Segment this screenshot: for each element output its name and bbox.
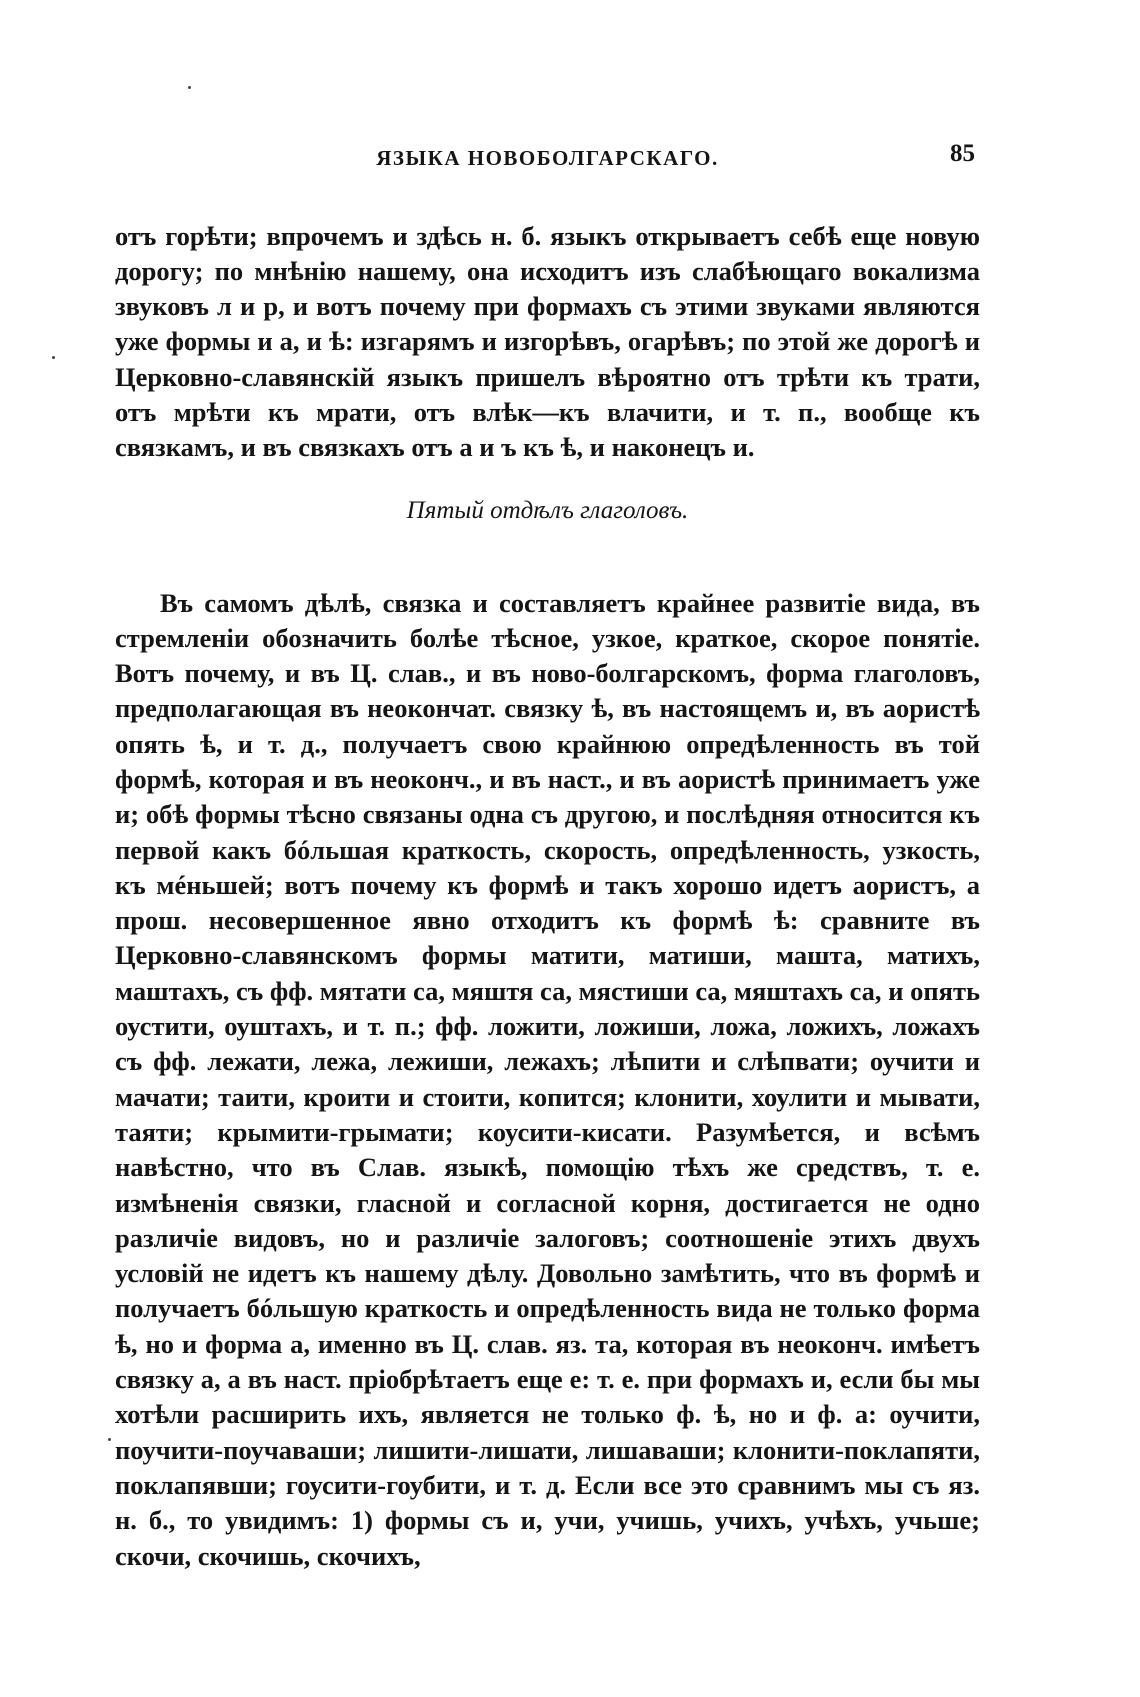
paragraph-main: Въ самомъ дѣлѣ, связка и составляетъ крайнее развитіе вида, въ стремленіи обозначить болѣе тѣсное, узкое, краткое, скорое понятіе. Вотъ почему, и въ Ц. слав., и въ ново-болгарскомъ, форма глаголовъ, предполагающая въ неокончат. связку ѣ, въ настоящемъ и, въ аористѣ опять ѣ, и т. д., получаетъ свою крайнюю опредѣленность въ той формѣ, которая и въ неоконч., и въ наст., и въ аористѣ принимаетъ уже и; обѣ формы тѣсно связаны одна съ другою, и послѣдняя относится къ первой какъ бóльшая краткость, скорость, опредѣленность, узкость, къ мéньшей; вотъ почему къ формѣ и такъ хорошо идетъ аористъ, а прош. несовершенное явно отходитъ къ формѣ ѣ: сравните въ Церковно-славянскомъ формы матити, матиши, машта, матихъ, маштахъ, съ фф. мятати са, мяштя са, мястиши са, мяштахъ са, и опять оустити, оуштахъ, и т. п.; фф. ложити, ложиши, ложа, ложихъ, ложахъ съ фф. лежати, лежа, лежиши, лежахъ; лѣпити и слѣпвати; оучити и мачати; таити, кроити и стоити, копится; клонити, хоулити и мывати, таяти; крымити-грымати; коусити-кисати. Разумѣется, и всѣмъ навѣстно, что въ Слав. языкѣ, помощію тѣхъ же средствъ, т. е. измѣненія связки, гласной и согласной корня, достигается не одно различіе видовъ, но и различіе залоговъ; соотношеніе этихъ двухъ условій не идетъ къ нашему дѣлу. Довольно замѣтить, что въ формѣ и получаетъ бóльшую краткость и опредѣленность вида не только форма ѣ, но и форма а, именно въ Ц. слав. яз. та, которая въ неоконч. имѣетъ связку а, а въ наст. пріобрѣтаетъ еще е: т. е. при формахъ и, если бы мы хотѣли расширить ихъ, является не только ф. ѣ, но и ф. а: оучити, поучити-поучаваши; лишити-лишати, лишаваши; клонити-поклапяти, поклапявши; гоусити-гоубити, и т. д. Если все это сравнимъ мы съ яз. н. б., то увидимъ: 1) формы съ и, учи, учишь, учихъ, учѣхъ, учьше; скочи, скочишь, скочихъ, xyxy=(115,587,980,1571)
running-head xyxy=(115,140,980,180)
running-title: ЯЗЫКА НОВОБОЛГАРСКАГО. xyxy=(376,146,719,170)
scan-speck xyxy=(108,1438,111,1441)
page-number: 85 xyxy=(950,140,975,167)
scan-speck xyxy=(188,86,191,89)
scan-speck xyxy=(52,356,55,359)
section-title: Пятый отдѣлъ глаголовъ. xyxy=(406,497,689,524)
paragraph-continuation: отъ горѣти; впрочемъ и здѣсь н. б. языкъ открываетъ себѣ еще новую дорогу; по мнѣнію нашему, она исходитъ изъ слабѣющаго вокализма звуковъ л и р, и вотъ почему при формахъ съ этими звуками являются уже формы и а, и ѣ: изгарямъ и изгорѣвъ, огарѣвъ; по этой же дорогѣ и Церковно-славянскій языкъ пришелъ вѣроятно отъ трѣти къ трати, отъ мрѣти къ мрати, отъ влѣк—къ влачити, и т. п., вообще къ связкамъ, и въ связкахъ отъ а и ъ къ ѣ, и наконецъ и. xyxy=(115,220,980,463)
